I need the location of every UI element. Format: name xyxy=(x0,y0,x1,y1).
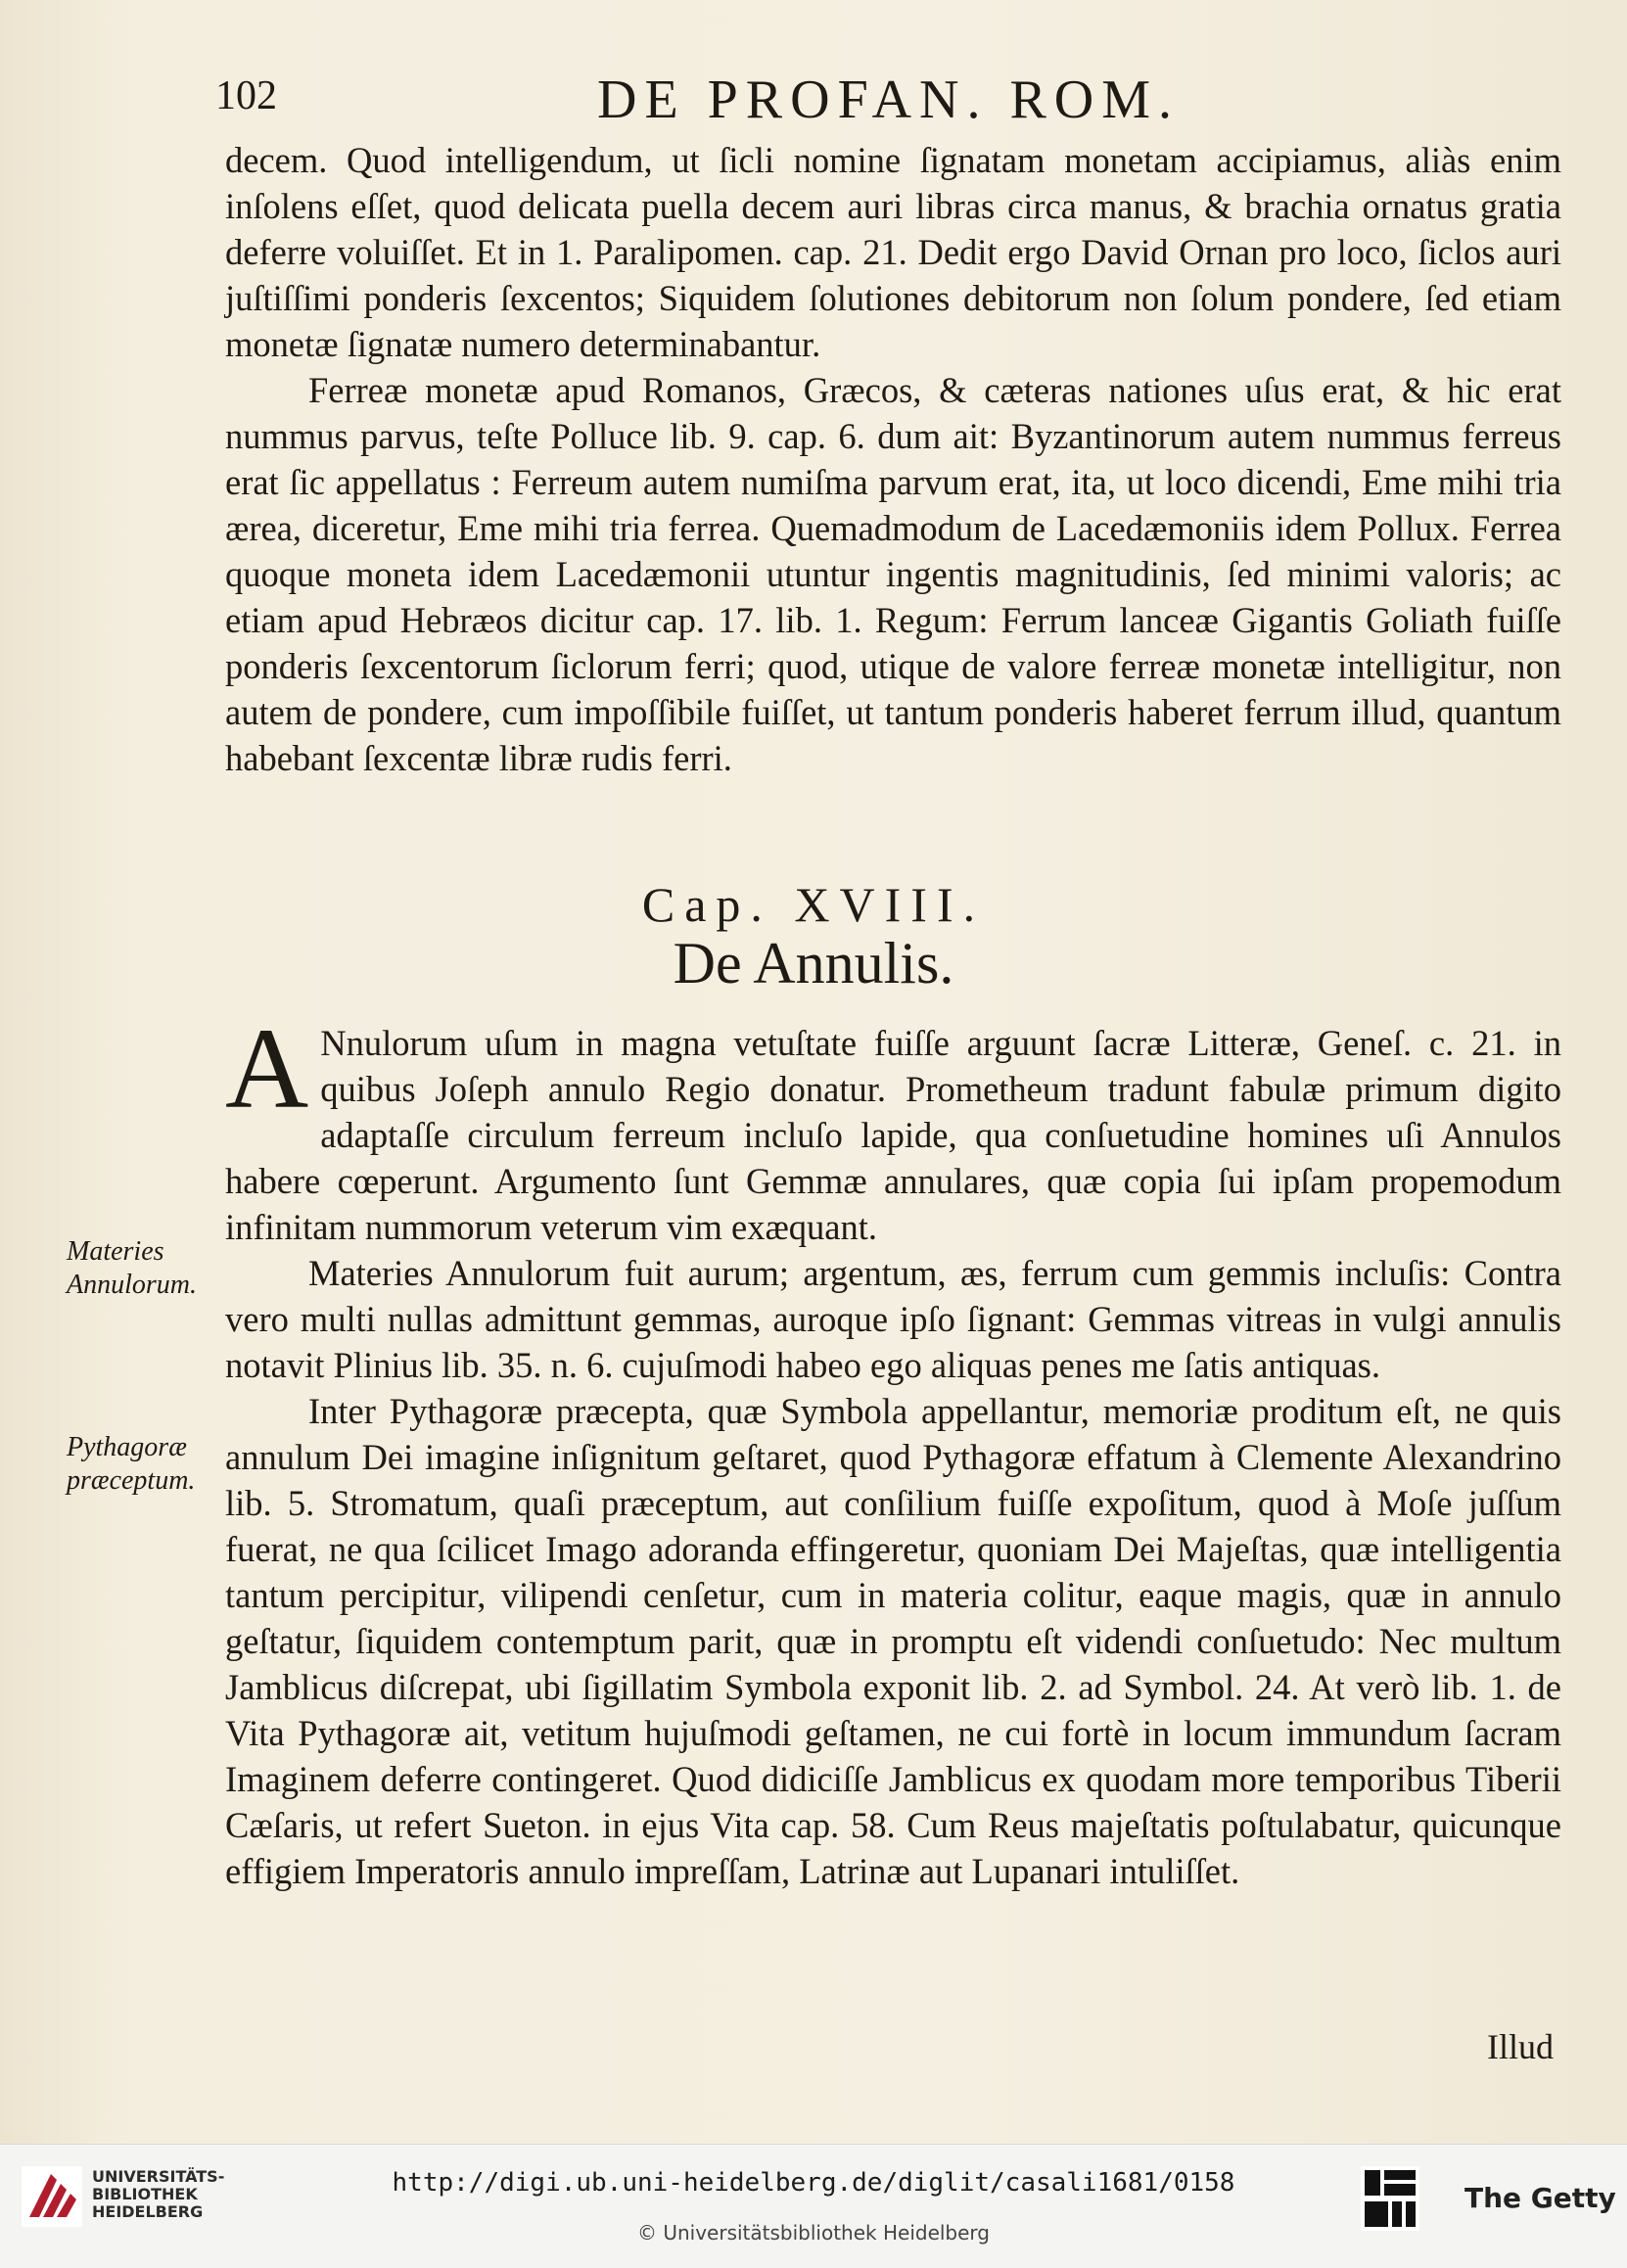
drop-cap: A xyxy=(225,1004,309,1133)
paragraph: Materies Annulorum fuit aurum; argentum, æs, ferrum cum gemmis incluſis: Contra vero multi nullas admittunt gemmas, auroque ipſo ſignant: Gemmas vitreas in vulgi annulis notavit Plinius lib. 35. n. 6. cujuſmodi habeo ego aliquas penes me ſatis antiquas. xyxy=(225,1253,1561,1385)
chapter-title: De Annulis. xyxy=(673,931,954,995)
chapter-number: Cap. XVIII. xyxy=(641,877,986,932)
copyright-notice: © Universitätsbibliothek Heidelberg xyxy=(636,2221,990,2245)
paragraph xyxy=(225,1004,1561,1250)
page-number: 102 xyxy=(215,73,277,118)
margin-note: Materies Annulorum. xyxy=(67,1236,197,1300)
getty-logo-icon xyxy=(1361,2166,1419,2231)
paragraph-text: Nnulorum uſum in magna vetuſtate fuiſſe arguunt ſacræ Litteræ, Geneſ. c. 21. in quibus Joſeph annulo Regio donatur. Prometheum tradunt fabulæ primum digito adaptaſſe circulum ferreum incluſo lapide, qua conſuetudine homines uſi Annulos habere cœperunt. Argumento ſunt Gemmæ annulares, quæ copia ſui ipſam propemodum infinitam nummorum veterum vim exæquant. xyxy=(225,1023,1561,1247)
institution-name-line: BIBLIOTHEK xyxy=(92,2185,198,2203)
running-head: DE PROFAN. ROM. xyxy=(597,69,1181,130)
permalink-url[interactable]: http://digi.ub.uni-heidelberg.de/diglit/casali1681/0158 xyxy=(392,2168,1235,2198)
paragraph: Ferreæ monetæ apud Romanos, Græcos, & cæteras nationes uſus erat, & hic erat nummus parvus, teſte Polluce lib. 9. cap. 6. dum ait: Byzantinorum autem nummus ferreus erat ſic appellatus : Ferreum autem numiſma parvum erat, ita, ut loco dicendi, Eme mihi tria ærea, diceretur, Eme mihi tria ferrea. Quemadmodum de Lacedæmoniis idem Pollux. Ferrea quoque moneta idem Lacedæmonii utuntur ingentis magnitudinis, ſed minimi valoris; ac etiam apud Hebræos dicitur cap. 17. lib. 1. Regum: Ferrum lanceæ Gigantis Goliath fuiſſe ponderis ſexcentorum ſiclorum ferri; quod, utique de valore ferreæ monetæ intelligitur, non autem de pondere, cum impoſſibile fuiſſet, ut tantum ponderis haberet ferrum illud, quantum habebant ſexcentæ libræ rudis ferri. xyxy=(225,370,1561,778)
text-block-top xyxy=(225,137,1561,781)
text-block-chapter xyxy=(225,1004,1561,1894)
catchword: Illud xyxy=(1487,2027,1554,2066)
partner-name: The Getty xyxy=(1464,2182,1616,2214)
institution-name-line: HEIDELBERG xyxy=(92,2202,204,2221)
paragraph: Inter Pythagoræ præcepta, quæ Symbola appellantur, memoriæ proditum eſt, ne quis annulum Dei imagine inſignitum geſtaret, quod Pythagoræ effatum à Clemente Alexandrino lib. 5. Stromatum, quaſi præceptum, aut conſilium fuiſſe expoſitum, quod à Moſe juſſum fuerat, ne qua ſcilicet Imago adoranda effingeretur, quoniam Dei Majeſtas, quæ intelligentia tantum percipitur, vilipendi cenſetur, cum in materia colitur, eaque magis, quæ in annulo geſtatur, ſiquidem contemptum parit, quæ in promptu eſt videndi conſuetudo: Nec multum Jamblicus diſcrepat, ubi ſigillatim Symbola exponit lib. 2. ad Symbol. 24. At verò lib. 1. de Vita Pythagoræ ait, vetitum hujuſmodi geſtamen, ne cui fortè in locum immundum ſacram Imaginem deferre contingeret. Quod didiciſſe Jamblicus ex quodam more temporibus Tiberii Cæſaris, ut refert Sueton. in ejus Vita cap. 58. Cum Reus majeſtatis poſtulabatur, quicunque effigiem Imperatoris annulo impreſſam, Latrinæ aut Lupanari intuliſſet. xyxy=(225,1391,1561,1891)
footer-bar xyxy=(0,2144,1627,2268)
page-header xyxy=(196,63,1586,131)
paragraph: decem. Quod intelligendum, ut ſicli nomine ſignatam monetam accipiamus, aliàs enim inſolens eſſet, quod delicata puella decem auri libras circa manus, & brachia ornatus gratia deferre voluiſſet. Et in 1. Paralipomen. cap. 21. Dedit ergo David Ornan pro loco, ſiclos auri juſtiſſimi ponderis ſexcentos; Siquidem ſolutiones debitorum non ſolum pondere, ſed etiam monetæ ſignatæ numero determinabantur. xyxy=(225,140,1561,364)
institution-name-line: UNIVERSITÄTS- xyxy=(92,2167,225,2186)
margin-note: Pythagoræ præceptum. xyxy=(67,1432,196,1496)
